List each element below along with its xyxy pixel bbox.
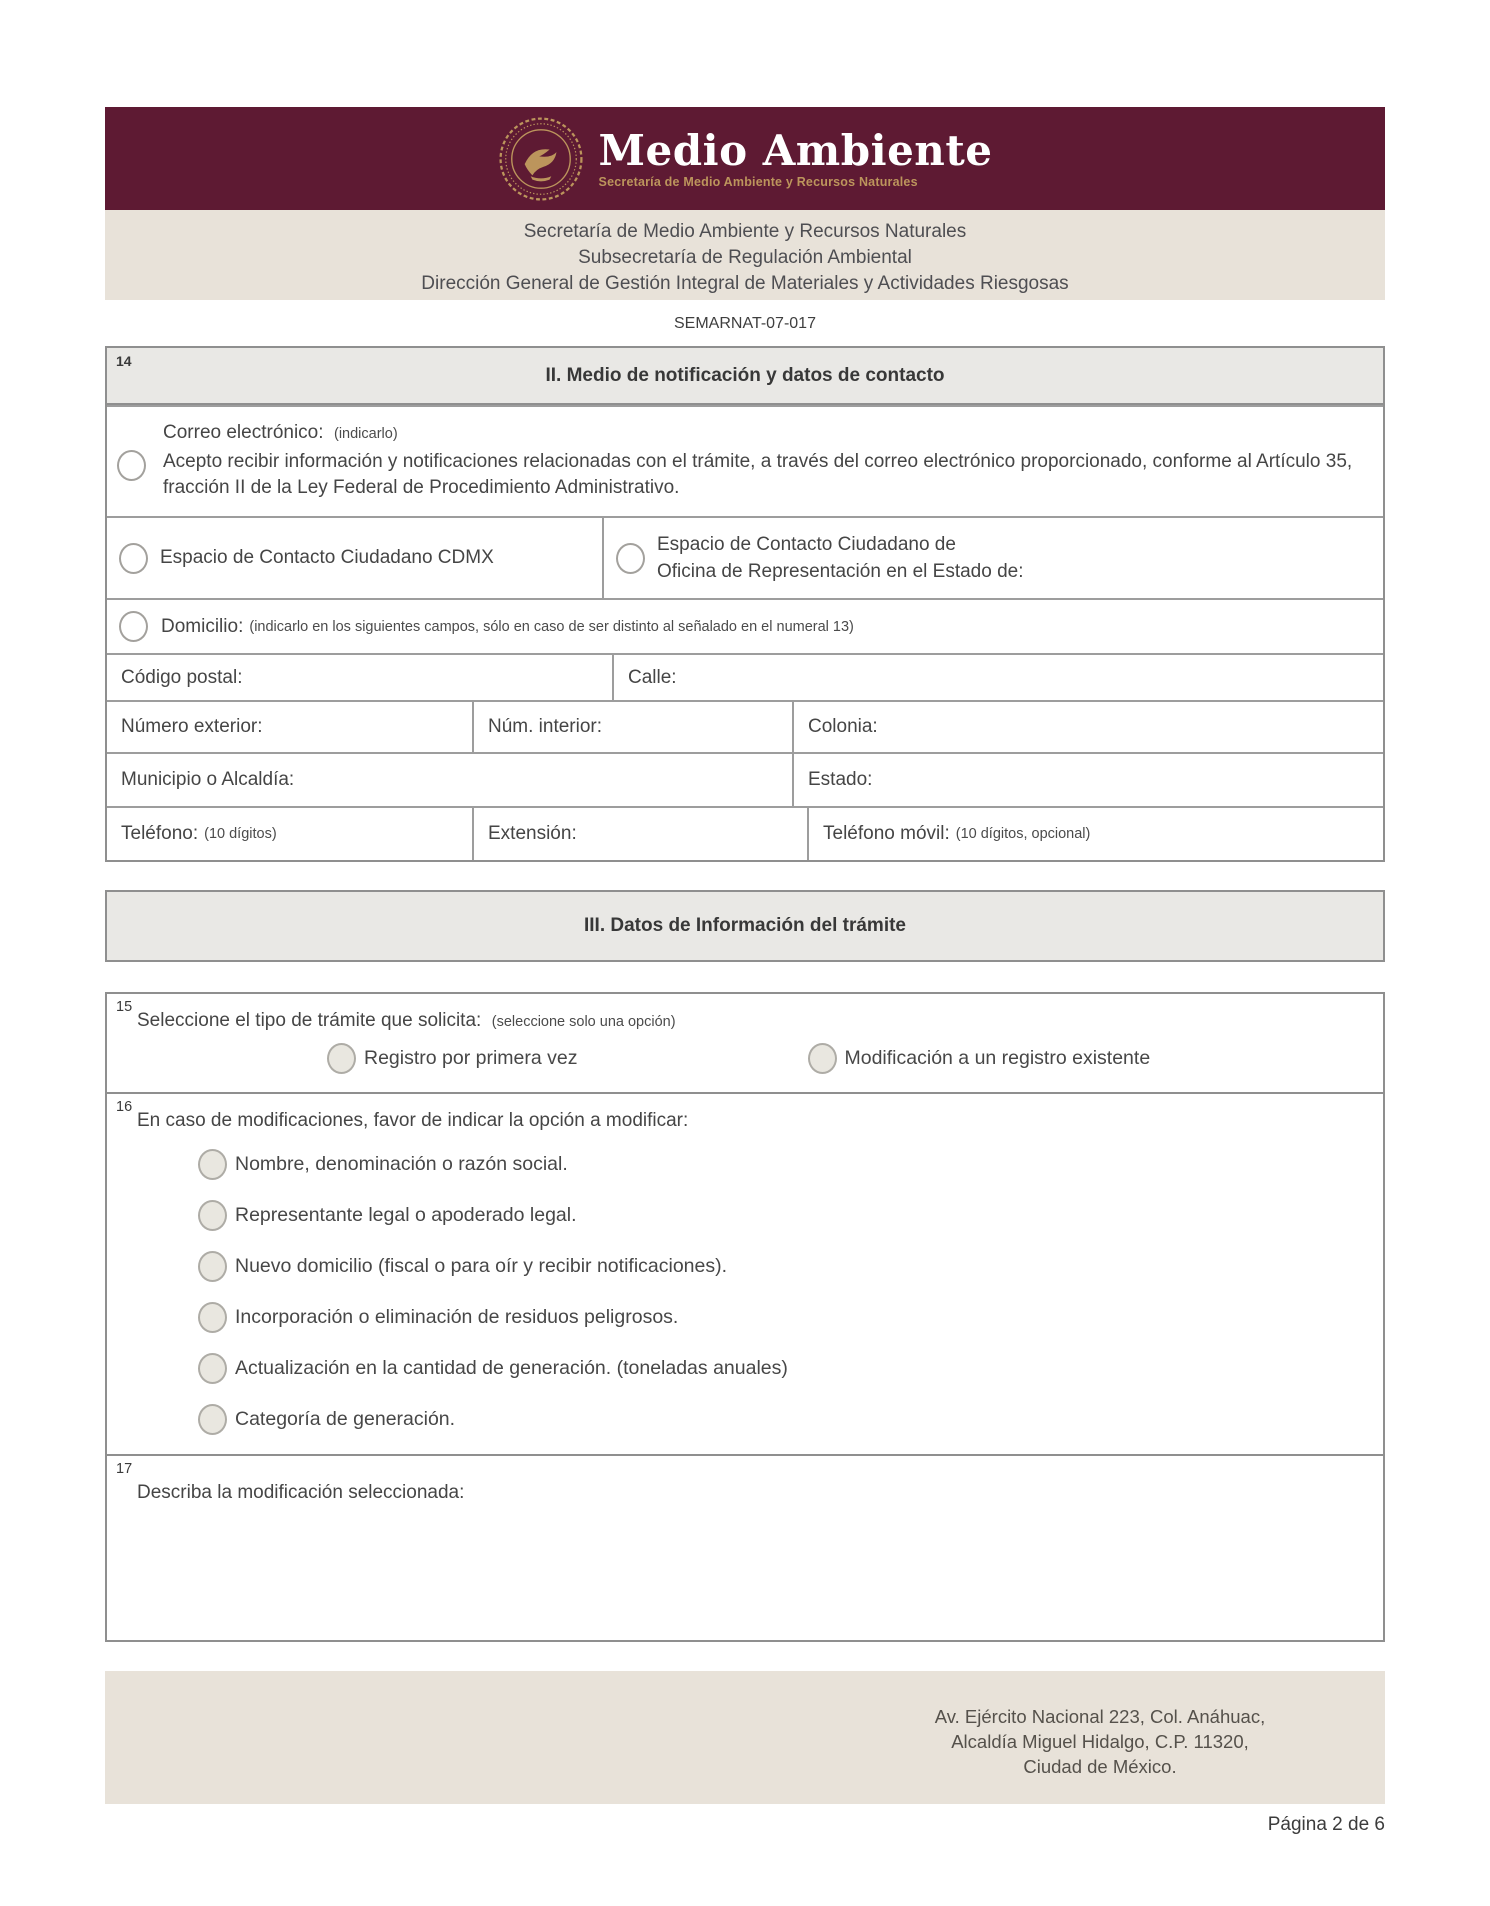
colonia-field[interactable]: Colonia:: [792, 702, 1383, 752]
describa-label: Describa la modificación seleccionada:: [137, 1482, 465, 1503]
page-content: [105, 0, 1385, 1836]
section-number: 15: [116, 999, 133, 1015]
opcion-representante[interactable]: Representante legal o apoderado legal.: [198, 1200, 1383, 1230]
modificacion-registro-radio[interactable]: [808, 1043, 837, 1074]
modificacion-registro-option[interactable]: Modificación a un registro existente: [808, 1043, 1151, 1074]
opcion-actualizacion-radio[interactable]: [198, 1353, 227, 1384]
opcion-nombre[interactable]: Nombre, denominación o razón social.: [198, 1149, 1383, 1179]
logo-title: Medio Ambiente: [598, 125, 993, 175]
opcion-domicilio-radio[interactable]: [198, 1251, 227, 1282]
logo-text: [598, 125, 993, 189]
section-number: 14: [116, 353, 132, 369]
national-seal-icon: [498, 116, 584, 202]
telefono-field[interactable]: Teléfono: (10 dígitos): [121, 823, 277, 844]
opcion-residuos-radio[interactable]: [198, 1302, 227, 1333]
address-row-3: [107, 752, 1383, 806]
tipo-tramite-label: Seleccione el tipo de trámite que solicita:: [137, 1010, 482, 1031]
phone-row: [107, 806, 1383, 860]
telefono-movil-field[interactable]: Teléfono móvil: (10 dígitos, opcional): [807, 808, 1383, 860]
org-line-1: Secretaría de Medio Ambiente y Recursos Naturales: [523, 221, 967, 242]
opcion-representante-radio[interactable]: [198, 1200, 227, 1231]
section-16-modificaciones: [107, 1092, 1383, 1454]
email-consent-text: Acepto recibir información y notificaciones relacionadas con el trámite, a través del correo electrónico proporcionado, conforme al Artículo 35, fracción II de la Ley Federal de Procedimiento Administrativo.: [163, 451, 1353, 498]
espacio-cdmx-label: Espacio de Contacto Ciudadano CDMX: [160, 547, 494, 568]
codigo-postal-field[interactable]: Código postal:: [121, 666, 243, 688]
calle-field[interactable]: Calle:: [612, 655, 1383, 700]
modification-description-field[interactable]: [107, 1454, 1383, 1640]
opcion-nombre-radio[interactable]: [198, 1149, 227, 1180]
section-14-header: [107, 348, 1383, 405]
domicilio-label: Domicilio:: [161, 615, 244, 637]
section-number: 17: [116, 1461, 133, 1477]
section-number: 16: [116, 1099, 133, 1115]
section-14-contact: [105, 346, 1385, 862]
estado-field[interactable]: Estado:: [792, 754, 1383, 806]
section-3-header: [105, 890, 1385, 962]
opcion-domicilio[interactable]: Nuevo domicilio (fiscal o para oír y recibir notificaciones).: [198, 1251, 1383, 1281]
domicilio-radio[interactable]: [119, 611, 148, 642]
org-line-3: Dirección General de Gestión Integral de Materiales y Actividades Riesgosas: [421, 273, 1069, 294]
contact-space-row: [107, 516, 1383, 598]
email-consent-radio[interactable]: [117, 450, 146, 481]
domicilio-option[interactable]: [107, 598, 1383, 653]
org-line-2: Subsecretaría de Regulación Ambiental: [578, 247, 912, 268]
logo-subtitle: Secretaría de Medio Ambiente y Recursos Naturales: [598, 174, 918, 189]
page-indicator: Página 2 de 6: [1267, 1814, 1385, 1835]
tipo-tramite-options: [137, 1043, 1383, 1074]
section-15-tipo-tramite: [107, 994, 1383, 1092]
footer-band: [105, 1671, 1385, 1804]
modificaciones-options: [198, 1149, 1383, 1434]
tramite-box: [105, 992, 1385, 1642]
opcion-categoria-radio[interactable]: [198, 1404, 227, 1435]
address-row-2: [107, 700, 1383, 752]
form-code: SEMARNAT-07-017: [674, 315, 816, 332]
num-interior-field[interactable]: Núm. interior:: [472, 702, 792, 752]
address-row-1: [107, 653, 1383, 700]
tipo-tramite-hint: (seleccione solo una opción): [491, 1014, 676, 1030]
opcion-actualizacion[interactable]: Actualización en la cantidad de generación. (toneladas anuales): [198, 1353, 1383, 1383]
espacio-cdmx-option[interactable]: [107, 518, 602, 598]
tipo-tramite-label-line: [137, 1010, 1383, 1032]
opcion-residuos[interactable]: Incorporación o eliminación de residuos peligrosos.: [198, 1302, 1383, 1332]
office-address: Av. Ejército Nacional 223, Col. Anáhuac, Alcaldía Miguel Hidalgo, C.P. 11320, Ciudad de México.: [934, 1706, 1266, 1777]
header-brand-band: [105, 107, 1385, 210]
section-14-title: II. Medio de notificación y datos de contacto: [545, 364, 945, 386]
email-hint: (indicarlo): [333, 426, 398, 442]
org-band: [105, 210, 1385, 300]
registro-primera-vez-radio[interactable]: [327, 1043, 356, 1074]
domicilio-hint: (indicarlo en los siguientes campos, sólo en caso de ser distinto al señalado en el numeral 13): [249, 618, 854, 635]
espacio-estado-option[interactable]: [602, 518, 1383, 598]
email-label-line: [163, 422, 1365, 444]
email-label: Correo electrónico:: [163, 422, 324, 443]
espacio-cdmx-radio[interactable]: [119, 543, 148, 574]
opcion-categoria[interactable]: Categoría de generación.: [198, 1404, 1383, 1434]
registro-primera-vez-option[interactable]: Registro por primera vez: [327, 1043, 578, 1074]
email-consent-cell[interactable]: [107, 405, 1383, 516]
espacio-estado-label: Espacio de Contacto Ciudadano de Oficina de Representación en el Estado de:: [657, 534, 1024, 582]
espacio-estado-radio[interactable]: [616, 543, 645, 574]
municipio-field[interactable]: Municipio o Alcaldía:: [121, 769, 295, 790]
section-3-title: III. Datos de Información del trámite: [583, 915, 906, 936]
modificaciones-label: En caso de modificaciones, favor de indicar la opción a modificar:: [137, 1110, 689, 1131]
numero-exterior-field[interactable]: Número exterior:: [121, 716, 263, 737]
extension-field[interactable]: Extensión:: [472, 808, 807, 860]
